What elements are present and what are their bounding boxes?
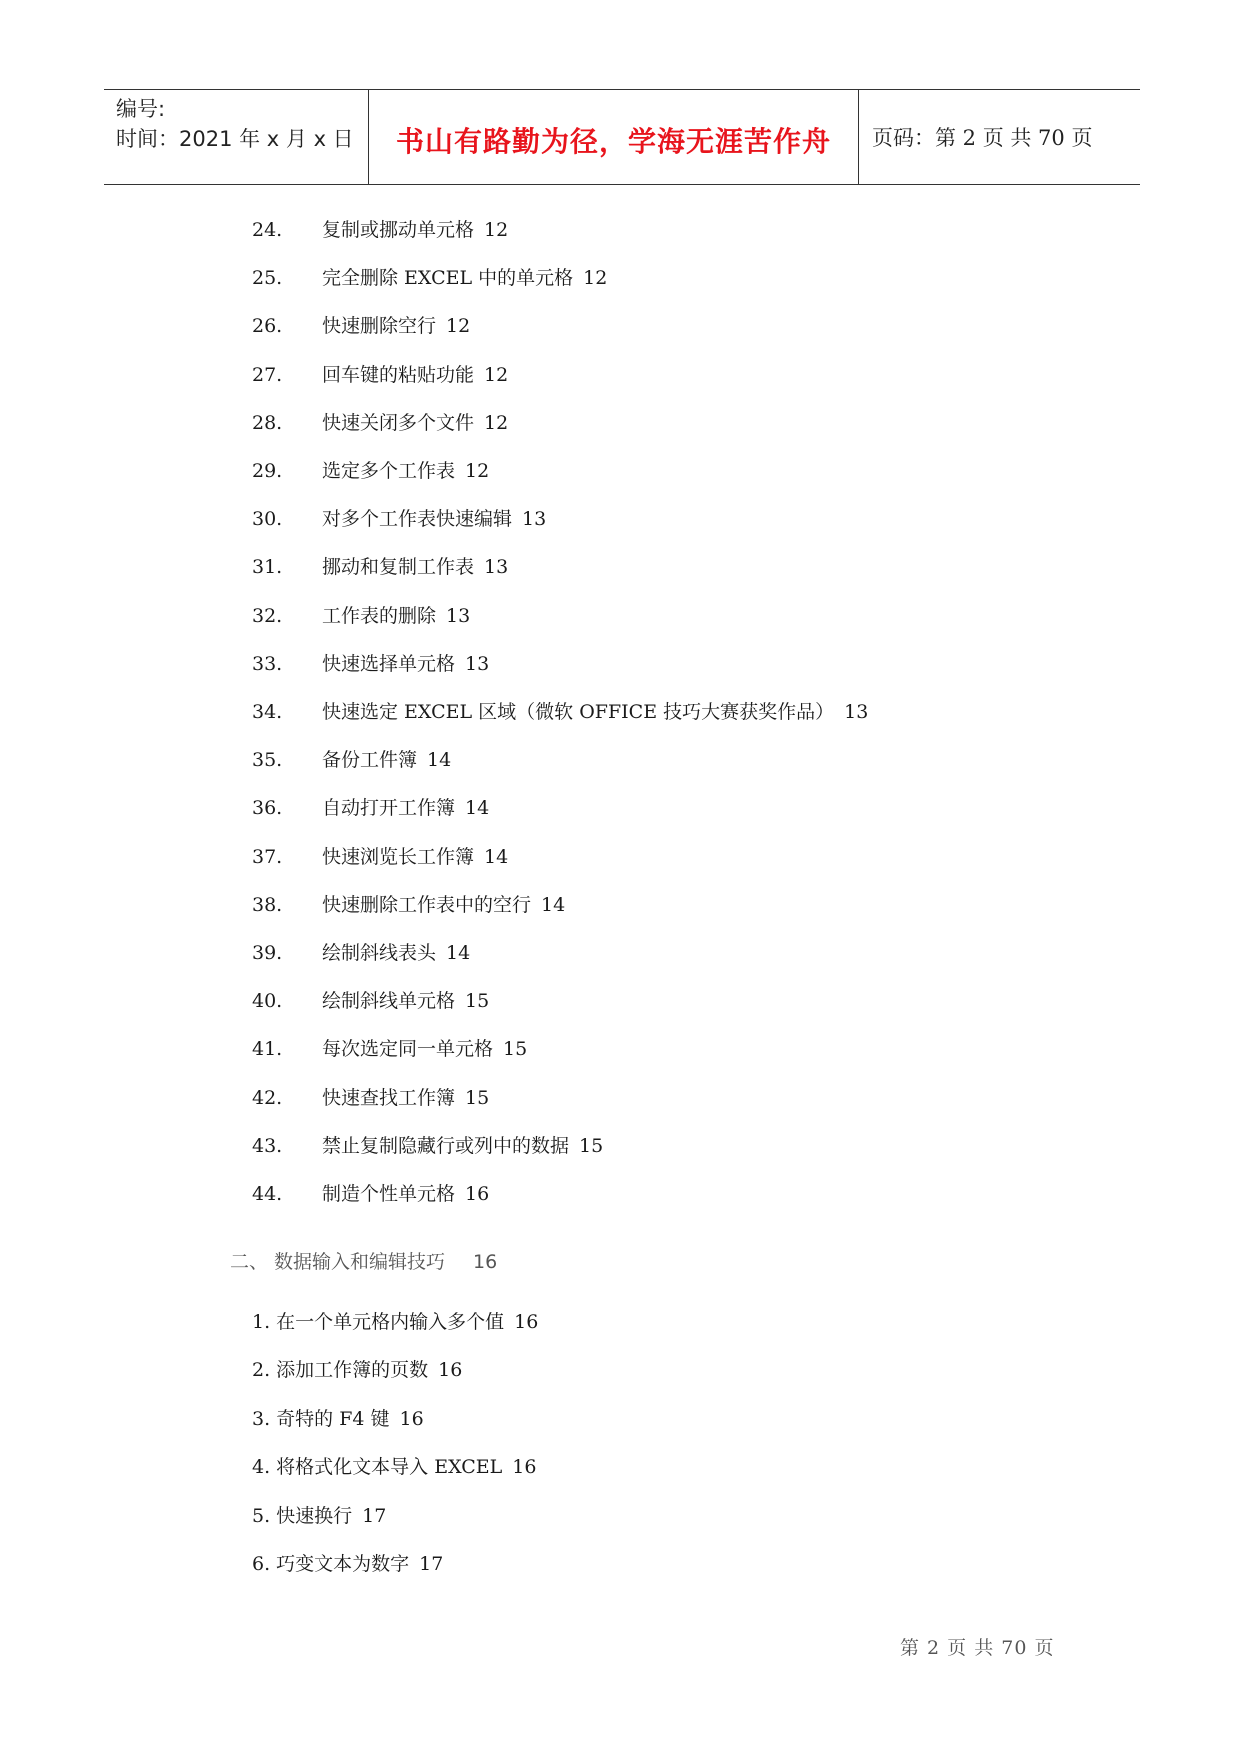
toc-item-number: 43. [252, 1135, 283, 1157]
toc-item[interactable] [252, 552, 508, 582]
toc-item-page-number: 13 [446, 605, 471, 627]
sub-item[interactable] [252, 1404, 424, 1434]
sub-item-page-number: 16 [514, 1311, 539, 1333]
sub-item-title: 4. 将格式化文本导入 EXCEL [252, 1456, 503, 1478]
toc-item[interactable] [252, 938, 470, 968]
sub-item-page-number: 17 [419, 1553, 444, 1575]
sub-item[interactable] [252, 1355, 462, 1385]
toc-item-number: 34. [252, 701, 283, 723]
toc-item-page-number: 13 [844, 701, 869, 723]
section-heading [230, 1247, 497, 1277]
toc-item[interactable] [252, 504, 546, 534]
toc-item-page-number: 14 [427, 749, 452, 771]
toc-item-number: 27. [252, 364, 283, 386]
toc-item-title: 禁止复制隐藏行或列中的数据 [322, 1135, 570, 1157]
toc-item-number: 29. [252, 460, 283, 482]
toc-item-page-number: 14 [446, 942, 471, 964]
toc-item[interactable] [252, 793, 489, 823]
toc-item-page-number: 14 [484, 846, 509, 868]
toc-item-title: 完全删除 EXCEL 中的单元格 [322, 267, 574, 289]
toc-item-number: 44. [252, 1183, 283, 1205]
toc-item-title: 快速删除空行 [322, 315, 437, 337]
toc-item[interactable] [252, 890, 565, 920]
toc-item-number: 39. [252, 942, 283, 964]
section-label: 二、 数据输入和编辑技巧 [230, 1251, 446, 1273]
toc-item-page-number: 16 [465, 1183, 490, 1205]
toc-item-number: 40. [252, 990, 283, 1012]
toc-item-number: 35. [252, 749, 283, 771]
page-footer: 第 2 页 共 70 页 [900, 1637, 1055, 1659]
sub-item[interactable] [252, 1501, 386, 1531]
toc-item-title: 绘制斜线单元格 [322, 990, 456, 1012]
section-page-number: 16 [473, 1251, 498, 1273]
toc-item-page-number: 12 [484, 412, 509, 434]
toc-item[interactable] [252, 311, 470, 341]
toc-item-title: 回车键的粘贴功能 [322, 364, 475, 386]
sub-item-title: 6. 巧变文本为数字 [252, 1553, 410, 1575]
toc-item-page-number: 15 [503, 1038, 528, 1060]
toc-item-number: 33. [252, 653, 283, 675]
toc-item-title: 快速关闭多个文件 [322, 412, 475, 434]
toc-item-title: 选定多个工作表 [322, 460, 456, 482]
sub-item[interactable] [252, 1307, 538, 1337]
toc-item[interactable] [252, 1131, 603, 1161]
toc-item[interactable] [252, 697, 868, 727]
toc-item[interactable] [252, 842, 508, 872]
sub-item-title: 1. 在一个单元格内输入多个值 [252, 1311, 505, 1333]
toc-item-title: 工作表的删除 [322, 605, 437, 627]
toc-item-page-number: 14 [465, 797, 490, 819]
toc-item-page-number: 13 [484, 556, 509, 578]
sub-item-page-number: 16 [438, 1359, 463, 1381]
toc-item-title: 复制或挪动单元格 [322, 219, 475, 241]
toc-item-number: 26. [252, 315, 283, 337]
toc-item-title: 自动打开工作簿 [322, 797, 456, 819]
sub-item-title: 5. 快速换行 [252, 1505, 353, 1527]
toc-item-number: 31. [252, 556, 283, 578]
toc-item-number: 41. [252, 1038, 283, 1060]
toc-item[interactable] [252, 263, 607, 293]
toc-item[interactable] [252, 215, 508, 245]
toc-item-title: 快速选定 EXCEL 区域（微软 OFFICE 技巧大赛获奖作品） [322, 701, 835, 723]
toc-item-number: 38. [252, 894, 283, 916]
sub-item-page-number: 17 [362, 1505, 387, 1527]
toc-item-page-number: 14 [541, 894, 566, 916]
toc-item-title: 挪动和复制工作表 [322, 556, 475, 578]
toc-item-page-number: 12 [484, 219, 509, 241]
toc-item[interactable] [252, 1179, 489, 1209]
toc-item-number: 36. [252, 797, 283, 819]
toc-item-number: 32. [252, 605, 283, 627]
toc-item-title: 快速删除工作表中的空行 [322, 894, 532, 916]
toc-item[interactable] [252, 360, 508, 390]
toc-item[interactable] [252, 745, 451, 775]
toc-item[interactable] [252, 649, 489, 679]
toc-item-page-number: 13 [465, 653, 490, 675]
toc-item-title: 快速选择单元格 [322, 653, 456, 675]
toc-item-number: 28. [252, 412, 283, 434]
toc-item-title: 对多个工作表快速编辑 [322, 508, 513, 530]
toc-item-number: 30. [252, 508, 283, 530]
toc-item-number: 42. [252, 1087, 283, 1109]
toc-item-title: 每次选定同一单元格 [322, 1038, 494, 1060]
toc-item-title: 快速浏览长工作簿 [322, 846, 475, 868]
toc-item-title: 绘制斜线表头 [322, 942, 437, 964]
toc-item-page-number: 13 [522, 508, 547, 530]
sub-item-title: 2. 添加工作簿的页数 [252, 1359, 429, 1381]
header-page-info: 页码：第 2 页 共 70 页 [872, 126, 1093, 150]
toc-item[interactable] [252, 986, 489, 1016]
toc-item-page-number: 15 [465, 990, 490, 1012]
toc-item[interactable] [252, 408, 508, 438]
toc-item[interactable] [252, 1083, 489, 1113]
sub-item-title: 3. 奇特的 F4 键 [252, 1408, 390, 1430]
toc-item-page-number: 12 [446, 315, 471, 337]
toc-item[interactable] [252, 1034, 527, 1064]
toc-item-page-number: 15 [465, 1087, 490, 1109]
toc-item-title: 备份工件簿 [322, 749, 418, 771]
toc-item-title: 快速查找工作簿 [322, 1087, 456, 1109]
toc-item-number: 25. [252, 267, 283, 289]
toc-item[interactable] [252, 456, 489, 486]
toc-item[interactable] [252, 601, 470, 631]
header-motto: 书山有路勤为径，学海无涯苦作舟 [395, 125, 831, 158]
toc-item-number: 24. [252, 219, 283, 241]
document-time-label: 时间：2021 年 x 月 x 日 [116, 127, 354, 151]
toc-item-page-number: 12 [583, 267, 608, 289]
sub-item[interactable] [252, 1549, 443, 1579]
toc-item-page-number: 12 [465, 460, 490, 482]
sub-item-page-number: 16 [512, 1456, 537, 1478]
toc-item-title: 制造个性单元格 [322, 1183, 456, 1205]
toc-item-page-number: 15 [579, 1135, 604, 1157]
toc-item-page-number: 12 [484, 364, 509, 386]
document-number-label: 编号: [116, 97, 166, 121]
sub-item-page-number: 16 [399, 1408, 424, 1430]
toc-item-number: 37. [252, 846, 283, 868]
sub-item[interactable] [252, 1452, 536, 1482]
